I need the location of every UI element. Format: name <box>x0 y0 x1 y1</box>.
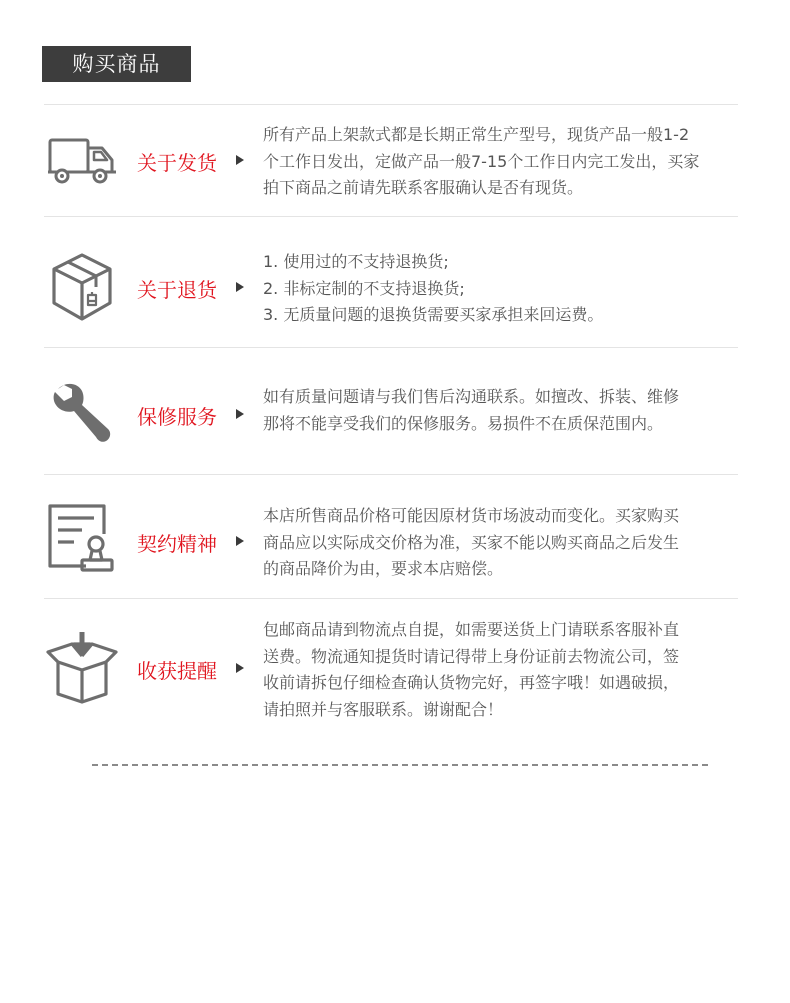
section-text-shipping <box>263 122 755 202</box>
wrench-icon <box>44 375 120 451</box>
text-line: 2. 非标定制的不支持退换货; <box>263 278 465 298</box>
contract-stamp-icon <box>44 502 120 578</box>
text-line: 请拍照并与客服联系。谢谢配合！ <box>263 699 504 719</box>
text-line: 送费。物流通知提货时请记得带上身份证前去物流公司，签 <box>263 646 680 666</box>
arrow-icon <box>236 409 244 419</box>
text-line: 商品应以实际成交价格为准，买家不能以购买商品之后发生 <box>263 532 680 552</box>
section-text-receiving <box>263 617 755 723</box>
section-label-warranty: 保修服务 <box>137 405 217 429</box>
arrow-icon <box>236 282 244 292</box>
section-label-returns: 关于退货 <box>137 278 217 302</box>
text-line: 拍下商品之前请先联系客服确认是否有现货。 <box>263 178 584 197</box>
text-line: 3. 无质量问题的退换货需要买家承担来回运费。 <box>263 305 604 324</box>
package-box-icon <box>44 249 120 325</box>
section-text-returns <box>263 249 755 329</box>
delivery-truck-icon <box>44 122 120 198</box>
text-line: 个工作日发出，定做产品一般7-15个工作日内完工发出，买家 <box>263 151 700 171</box>
receive-box-icon <box>44 628 120 704</box>
text-line: 那将不能享受我们的保修服务。易损件不在质保范围内。 <box>263 413 664 433</box>
divider <box>44 474 738 475</box>
section-label-contract: 契约精神 <box>137 532 217 556</box>
section-text-contract <box>263 503 755 583</box>
text-line: 收前请拆包仔细检查确认货物完好，再签字哦！如遇破损， <box>263 673 680 692</box>
arrow-icon <box>236 536 244 546</box>
section-label-shipping: 关于发货 <box>137 151 217 175</box>
text-line: 1. 使用过的不支持退换货; <box>263 252 449 271</box>
text-line: 所有产品上架款式都是长期正常生产型号，现货产品一般1-2 <box>263 125 690 144</box>
section-label-receiving: 收获提醒 <box>137 659 217 683</box>
divider <box>44 598 738 599</box>
divider <box>44 216 738 217</box>
arrow-icon <box>236 663 244 673</box>
text-line: 本店所售商品价格可能因原材货市场波动而变化。买家购买 <box>263 506 680 525</box>
divider <box>44 104 738 105</box>
dashed-separator <box>92 764 708 766</box>
divider <box>44 347 738 348</box>
arrow-icon <box>236 155 244 165</box>
text-line: 如有质量问题请与我们售后沟通联系。如擅改、拆装、维修 <box>263 387 680 406</box>
text-line: 的商品降价为由，要求本店赔偿。 <box>263 559 504 578</box>
page-title: 购买商品 <box>42 46 191 82</box>
text-line: 包邮商品请到物流点自提，如需要送货上门请联系客服补直 <box>263 620 680 639</box>
section-text-warranty <box>263 384 755 437</box>
